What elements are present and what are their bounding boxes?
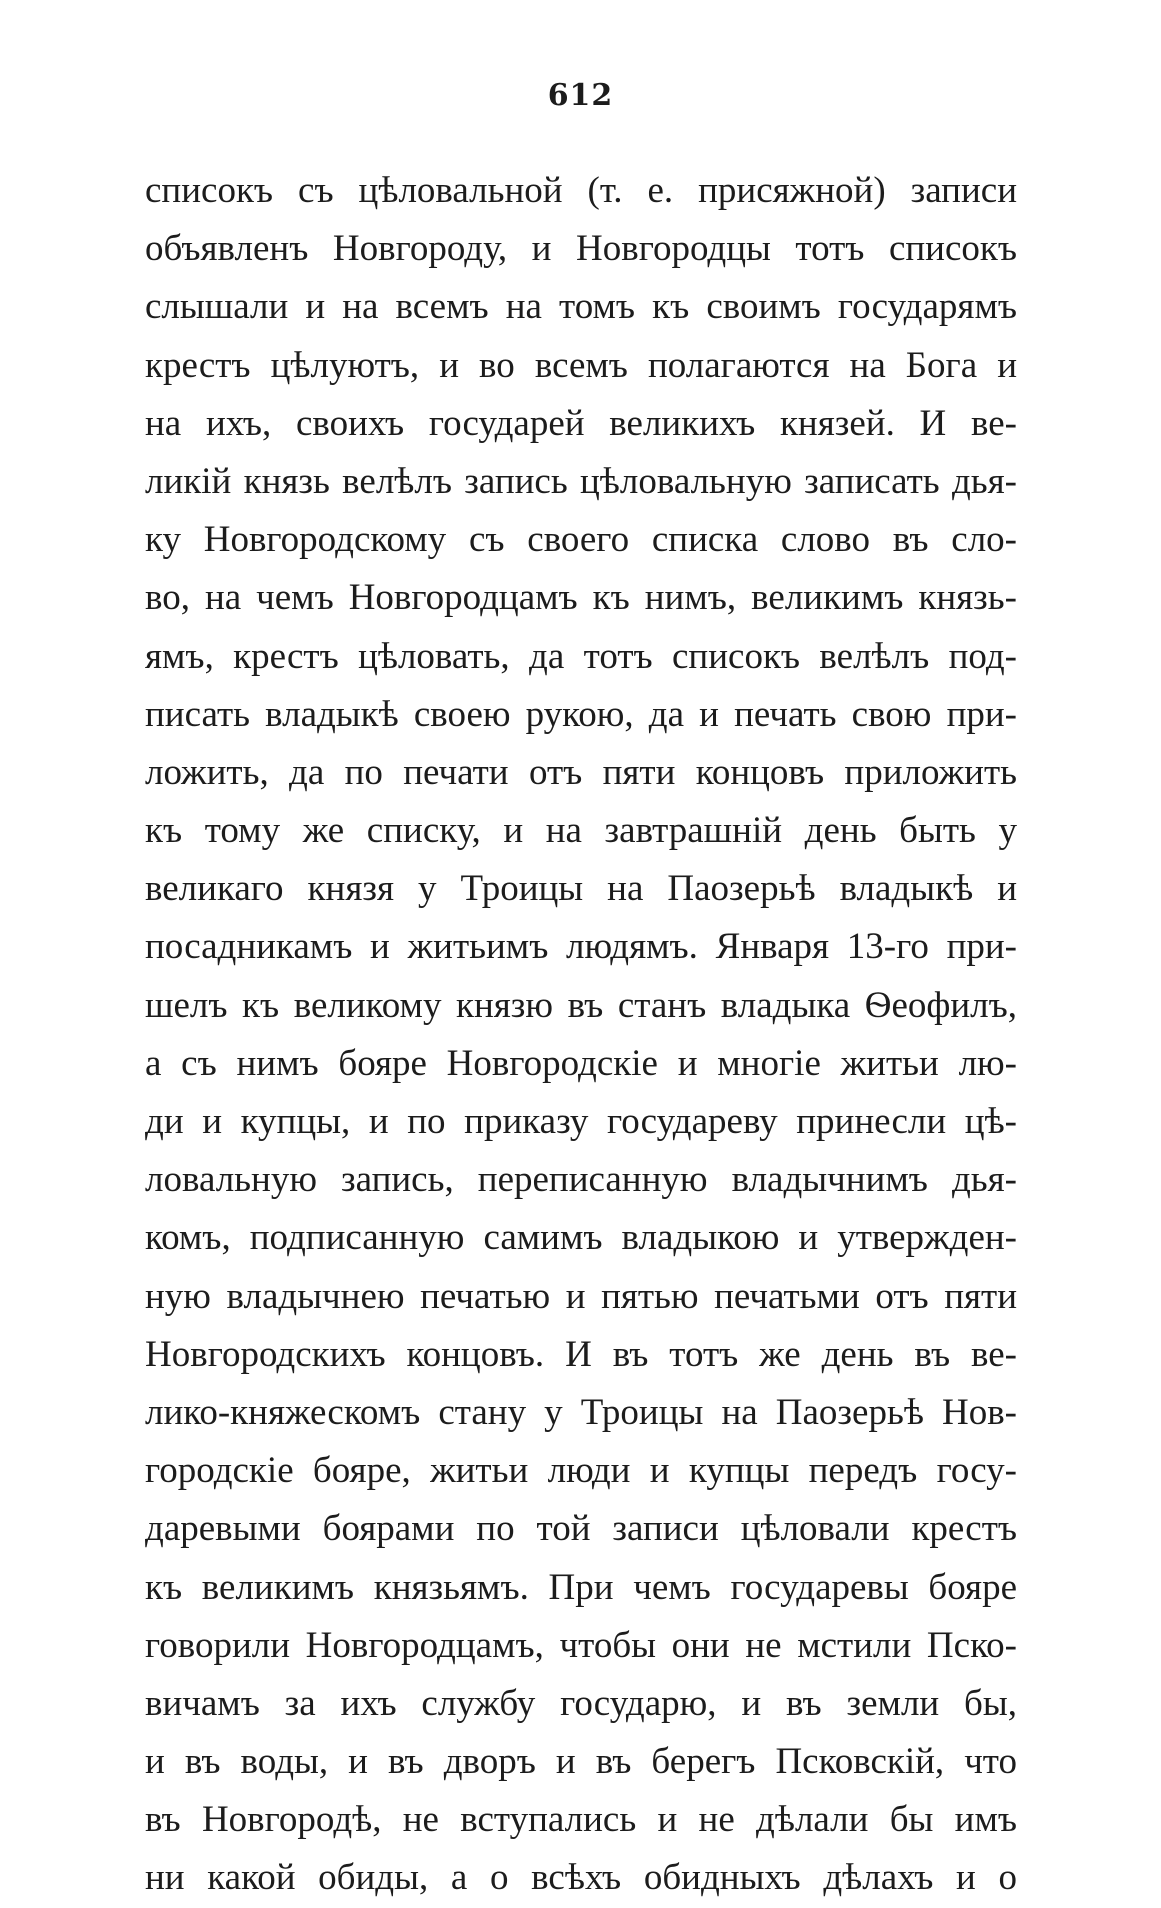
page-number: 612 (547, 78, 614, 113)
text-line: на ихъ, своихъ государей великихъ князей. И ве- (145, 402, 1017, 444)
text-line: городскіе бояре, житьи люди и купцы передъ госу- (145, 1450, 1017, 1492)
text-line: комъ, подписанную самимъ владыкою и утвержден- (145, 1217, 1017, 1259)
text-line: великаго князя у Троицы на Паозерьѣ владыкѣ и (145, 868, 1017, 910)
text-line: къ великимъ князьямъ. При чемъ государевы бояре (145, 1566, 1017, 1608)
text-line: ловальную запись, переписанную владычнимъ дья- (145, 1159, 1017, 1201)
body-text (145, 162, 1017, 1908)
text-line: Новгородскихъ концовъ. И въ тотъ же день въ ве- (145, 1333, 1017, 1375)
text-line: въ Новгородѣ, не вступались и не дѣлали бы имъ (145, 1799, 1017, 1841)
text-line: ложить, да по печати отъ пяти концовъ приложить (145, 751, 1017, 793)
text-line: лико-княжескомъ стану у Троицы на Паозерьѣ Нов- (145, 1391, 1017, 1433)
text-line: слышали и на всемъ на томъ къ своимъ государямъ (145, 286, 1017, 328)
text-line: во, на чемъ Новгородцамъ къ нимъ, великимъ князь- (145, 577, 1017, 619)
text-line: ямъ, крестъ цѣловать, да тотъ списокъ велѣлъ под- (145, 635, 1017, 677)
text-line: ди и купцы, и по приказу государеву принесли цѣ- (145, 1101, 1017, 1142)
text-line: даревыми боярами по той записи цѣловали крестъ (145, 1508, 1017, 1550)
text-line: объявленъ Новгороду, и Новгородцы тотъ списокъ (145, 228, 1017, 270)
text-line: ликій князь велѣлъ запись цѣловальную записать дья- (145, 460, 1017, 502)
text-line: писать владыкѣ своею рукою, да и печать свою при- (145, 693, 1017, 735)
text-line: а съ нимъ бояре Новгородскіе и многіе житьи лю- (145, 1042, 1017, 1084)
text-line: ку Новгородскому съ своего списка слово въ сло- (145, 519, 1017, 561)
text-line: къ тому же списку, и на завтрашній день быть у (145, 810, 1017, 852)
text-line: и въ воды, и въ дворъ и въ берегъ Псковскій, что (145, 1741, 1017, 1783)
text-line: списокъ съ цѣловальной (т. е. присяжной) записи (145, 170, 1017, 211)
text-line: крестъ цѣлуютъ, и во всемъ полагаются на Бога и (145, 344, 1017, 386)
text-line: шелъ къ великому князю въ станъ владыка Ѳеофилъ, (145, 984, 1017, 1026)
text-line: ную владычнею печатью и пятью печатьми отъ пяти (145, 1275, 1017, 1317)
text-line: вичамъ за ихъ службу государю, и въ земли бы, (145, 1682, 1017, 1724)
text-line: говорили Новгородцамъ, чтобы они не мстили Пско- (145, 1624, 1017, 1666)
text-line: посадникамъ и житьимъ людямъ. Января 13-го при- (145, 926, 1017, 968)
text-line: ни какой обиды, а о всѣхъ обидныхъ дѣлахъ и о (145, 1857, 1017, 1899)
